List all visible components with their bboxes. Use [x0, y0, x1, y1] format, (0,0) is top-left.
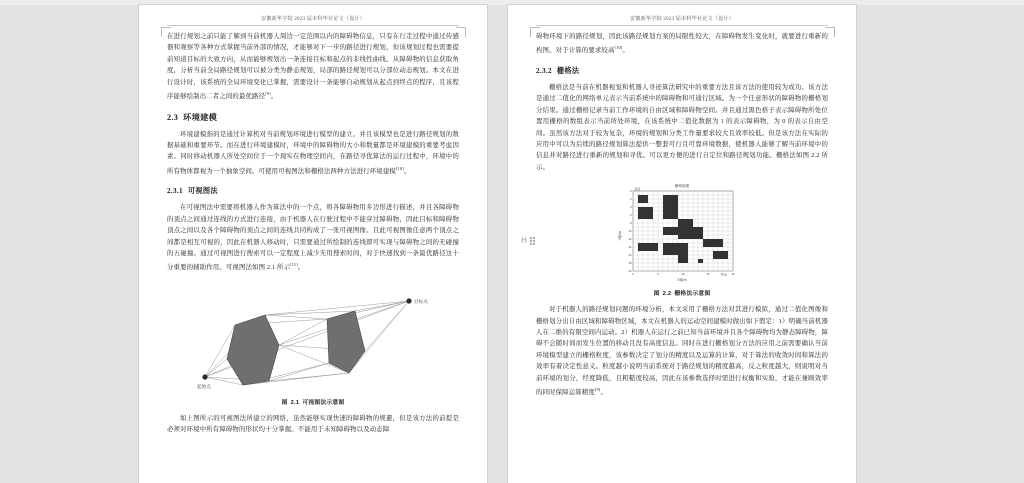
start-point-label: 起始点 — [197, 383, 211, 389]
document-page-left[interactable] — [139, 5, 487, 483]
handle-label: H — [521, 236, 527, 245]
obstacle-cell — [663, 227, 678, 235]
paragraph-right-closing-text: 对于机器人的路径规划问题的环境分析，本文采用了栅格方法对其进行模拟，通过二值化图像和栅格划分出自由区域和障碍物区域，本文在机器人的运动空间建模时做出如下假定：1）明确当前机器人在二维的有限空间内运动。2）机器人在运行之前已知当前环境并且各个障碍物均为静态障碍物，障碍不会随时间而发生位置的移动且没有高度信息。同时在进行栅格划分方法的应用之前需要确认当前环境模型建立的栅格粒度，该参数决定了划分的精度以及运算的计算，对于算法的收敛时间和算法的效率有着决定性意义。粒度越小说明当前系统对于路径规划的精度越高，反之粒度越大，则说明对当前环境的划分，经度降低，且粗糙度较高，因此在该参数选择时需进行权衡和实验，才能在兼顾效率的同时保障运算精度 — [536, 306, 828, 397]
grid-x-axis-label: X轴/m — [677, 278, 687, 283]
paragraph-right-closing-tail: 。 — [600, 389, 607, 397]
grid-y-tick: 10 — [628, 229, 632, 234]
grid-x-tick: 10 — [681, 272, 685, 277]
paragraph-section-2-3 — [167, 129, 459, 178]
obstacle-cell — [663, 195, 678, 219]
heading-subsection-number: 2.3.1 — [167, 187, 183, 196]
obstacle-cell — [698, 259, 703, 263]
grid-y-tick: 16 — [628, 253, 632, 258]
grid-y-tick: 2 — [629, 197, 632, 202]
obstacle-cell — [663, 243, 688, 255]
grid-y-tick: 14 — [628, 245, 632, 250]
grid-start-label: 起点 — [634, 186, 641, 191]
grid-goal-label: 终点 — [721, 272, 728, 277]
paragraph-left-closing: 如上图所示的可视图法所建立的网络，虽然能够实现快速的障碍物的规避，但是该方法的前提是必须对环境中所有障碍物的形状均十分掌握。不能用于未知障碍物以及动态障 — [167, 414, 459, 434]
heading-subsection-2-3-1 — [167, 186, 459, 196]
grid-chart-title: 栅格地图 — [674, 184, 690, 189]
grid-x-tick: 5 — [657, 272, 659, 277]
obstacle-cell — [638, 207, 653, 219]
figure-visibility-graph — [167, 281, 459, 406]
page-header-rule-right — [536, 25, 828, 26]
paragraph-section-2-3-tail: 。 — [403, 167, 411, 175]
grid-y-tick: 20 — [628, 269, 632, 274]
page-header-rule-left — [167, 25, 459, 26]
goal-point-label: 目标点 — [414, 298, 428, 304]
paragraph-left-1 — [167, 31, 459, 103]
citation-ref: [9] — [265, 91, 271, 97]
obstacle-cell — [678, 255, 688, 263]
heading-subsection-2-3-2 — [536, 66, 828, 76]
grid-y-axis-label: Y轴/m — [618, 231, 622, 241]
heading-subsection-title: 可视图法 — [187, 186, 218, 196]
figure-grid-map — [536, 180, 828, 297]
obstacle-cell — [713, 251, 728, 259]
grid-y-tick: 18 — [628, 261, 632, 266]
page-header-right: 安徽新华学院 2023 届本科毕业论文（设计） — [630, 16, 734, 22]
grid-y-tick: 12 — [628, 237, 632, 242]
figure-caption-title: 可视图法示意图 — [302, 399, 345, 406]
figure-caption-2-2 — [536, 288, 828, 297]
paragraph-section-2-3-text: 环境建模指的是通过计算机对当前规划环境进行模型的建立。并且该模型也是进行路径规划的数据基础和重要环节。而在进行环境建模时，环境中的障碍物的大小和数量都是环境建模的重要考虑因素。同时移动机器人所处空间位于一个现实在物理空间内，在路径寻优算法的运行过程中，环境中的所有物体都视为一个抽象空间。可使用可视图法和栅格法两种方法进行环境建模 — [167, 130, 459, 175]
grid-plot-area — [628, 186, 735, 277]
document-page-right[interactable] — [508, 5, 856, 483]
grid-y-tick: 8 — [629, 221, 632, 226]
paragraph-left-1-text: 在进行规划之前只能了解到当前机器人周边一定范围以内的障碍物信息，只有在行走过程中通过传感器和观察等各种方式掌握当前外部的情况，才能够对下一步的路径进行规划，但该规划过程也需要提前知道目标的大致方向，从而能够规划出一条连接目标和起点的非线性曲线。从障碍物的信息获取角度，分析当前全局路径规划可以被分类为静态规划，局部的路径规划可以分部位动态规划。本文在进行设计时，该系统的全局环境变化已掌握，需要设计一条能够自动规划从起点到终点的程序，且该程序能够绘制出二者之间的最优路径 — [167, 33, 459, 101]
heading-section-number: 2.3 — [167, 112, 179, 122]
obstacle-polygon-2 — [327, 311, 365, 373]
obstacle-cell — [638, 195, 648, 203]
grid-y-tick: 6 — [629, 213, 632, 218]
citation-ref: [10] — [614, 45, 623, 51]
paragraph-subsection-2-3-1 — [167, 202, 459, 274]
grid-map-svg — [615, 180, 749, 284]
obstacle-polygon-1 — [227, 315, 279, 385]
figure-caption-2-1 — [167, 397, 459, 406]
paragraph-subsection-2-3-1-text: 在可视图法中需要将机器人作为算法中的一个点，将各障碍物用多边形进行描述，并且各障碍物的顶点之间通过连线的方式进行连接，由于机器人在行驶过程中不能穿过障碍物，因此目标和障碍物顶点之间以及各个障碍物的顶点之间的连线共同构成了一张可视图像。且此可视图像任意两个顶点之间都是相互可视的，因此在机器人移动时，只需要通过所绘制的连线即可实现与障碍物之间的无碰撞的五碰撞。通过可视图进行搜索可以一定程度上减少无用搜索时间，对于快速找到一条最优路径这十分重要的辅助作用。可视图法如图 2.1 所示 — [167, 204, 459, 272]
figure-caption-number: 2.1 — [290, 399, 300, 406]
heading-subsection-title: 栅格法 — [556, 65, 580, 75]
obstacle-cell — [638, 243, 658, 251]
paragraph-right-1-tail: 。 — [622, 47, 629, 55]
paragraph-left-1-tail: 。 — [270, 93, 278, 101]
paragraph-right-closing — [536, 304, 828, 398]
drag-handle-icon[interactable] — [530, 237, 535, 246]
obstacle-cell — [703, 239, 723, 247]
paragraph-subsection-2-3-2: 栅格法是当前在机器视觉和机器人寻迹算法研究中的重要方法且该方法的使用较为成功。该方法是通过二值化的网络单元表示当前系统中的障碍物和可通行区域。为一个任意形状的障碍物的栅格划分结果。通过栅格记录当前工作环境的自由区域和障碍物空间。并且通过黑色格子表示障碍物所处位置用栅格的数组表示当前所处环境，在该系统中二值化数据为 1 的表示障碍物，为 0 的表示自由空间。虽然该方法对于较为复杂，环境的规划和分类工作量要求较大且效率较低。但是该方法在实际的应用中可以为后续的路径规划算法提供一整套可行且可靠环境数据，使机器人能够了解当前环境中的信息并对路径进行重新的规划和寻优。可以更方便的进行自定位和路径规划功能。栅格法如图 2.2 所示。 — [536, 83, 828, 171]
grid-x-tick: 0 — [632, 272, 634, 277]
visibility-graph-svg — [187, 281, 439, 393]
grid-y-tick: 4 — [629, 205, 632, 210]
figure-caption-prefix: 图 — [281, 399, 288, 406]
paragraph-right-1-text: 碍物环境下的路径规划，因此该路径规划方案的局限性较大，在障碍物发生变化时，就要进行重新的构图。对于计算的要求较高 — [536, 33, 828, 55]
floating-page-handle[interactable] — [521, 231, 547, 251]
paragraph-right-1 — [536, 31, 828, 57]
figure-caption-title: 栅格法示意图 — [674, 291, 711, 298]
goal-point-marker — [406, 298, 411, 303]
obstacle-cell — [688, 227, 703, 239]
heading-section-2-3 — [167, 112, 459, 123]
paragraph-subsection-2-3-1-tail: 。 — [297, 264, 305, 272]
heading-subsection-number: 2.3.2 — [536, 66, 552, 75]
start-point-marker — [202, 374, 207, 379]
page-header-left: 安徽新华学院 2023 届本科毕业论文（设计） — [261, 16, 365, 22]
citation-ref: [10] — [395, 165, 404, 171]
heading-section-title: 环境建模 — [183, 112, 218, 122]
citation-ref: [11] — [290, 262, 298, 268]
grid-x-tick: 20 — [731, 272, 735, 277]
figure-caption-prefix: 图 — [653, 291, 660, 298]
citation-ref: [9] — [594, 387, 601, 393]
grid-x-tick: 15 — [706, 272, 710, 277]
grid-y-tick: 0 — [629, 189, 632, 194]
figure-caption-number: 2.2 — [662, 291, 672, 298]
